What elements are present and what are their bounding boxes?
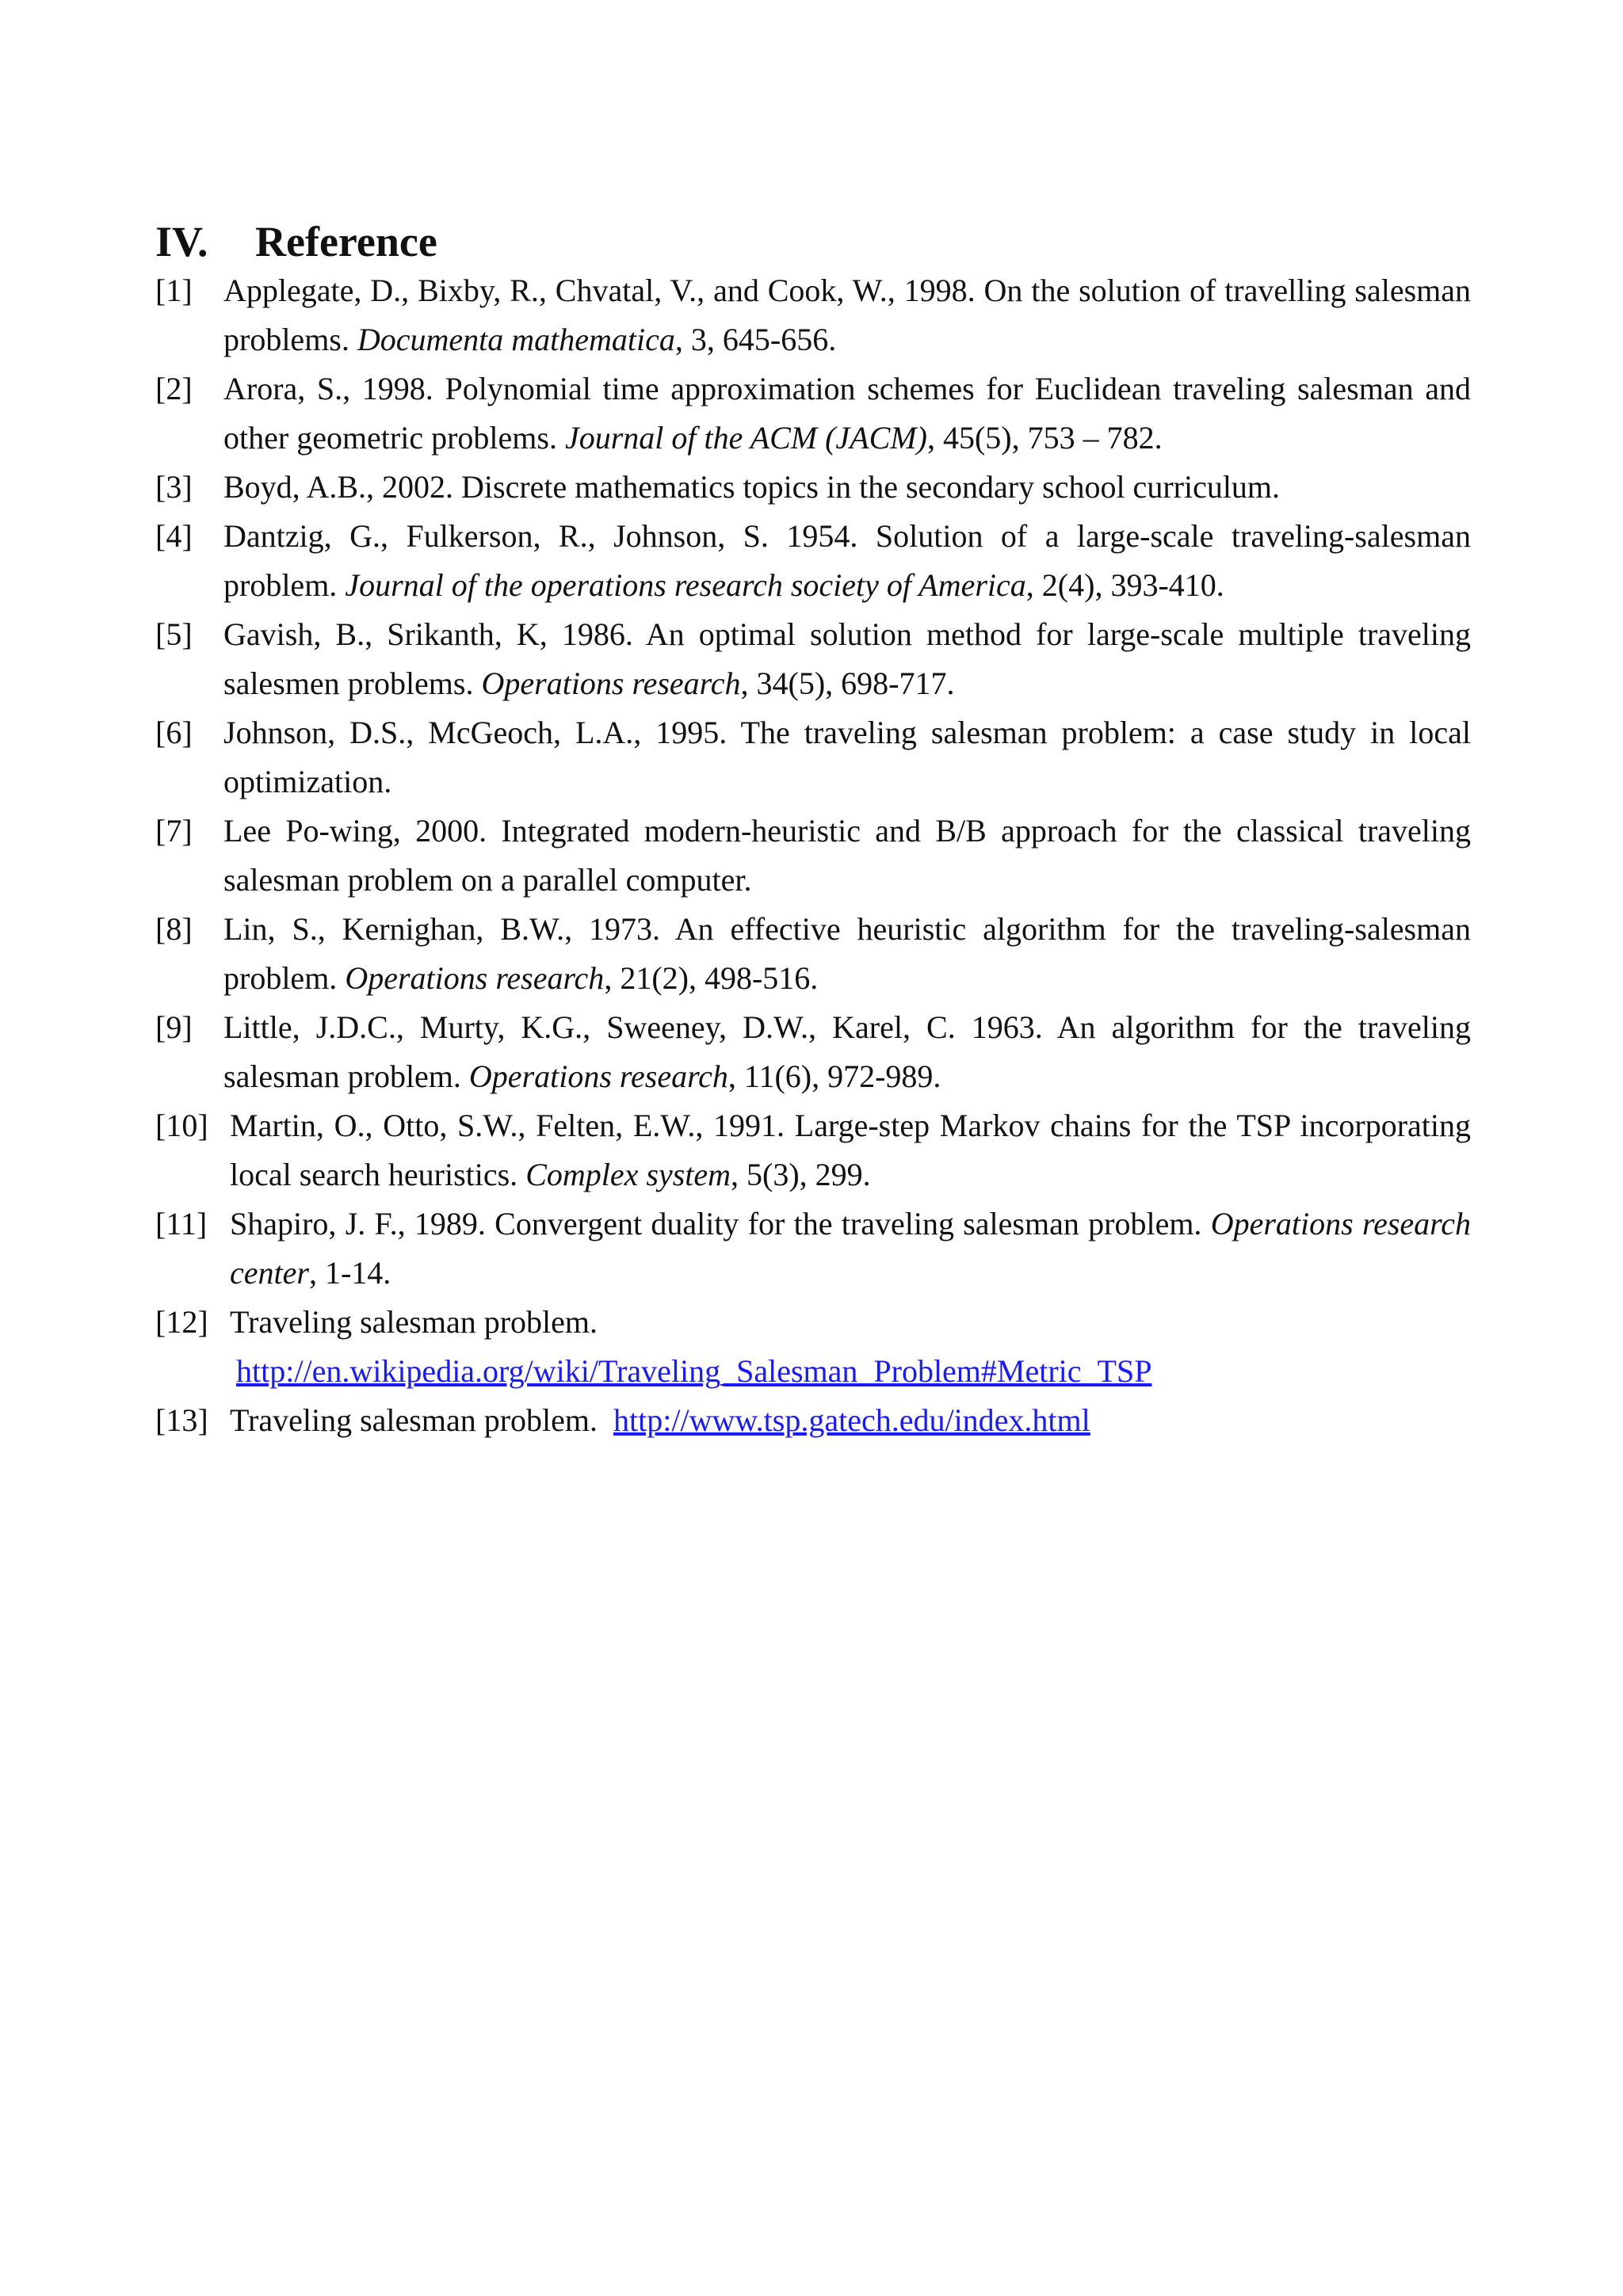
reference-label: [4] <box>155 518 193 554</box>
reference-list <box>155 266 1471 1445</box>
reference-item <box>155 1396 1471 1445</box>
section-number: IV. <box>155 218 208 265</box>
reference-text: Traveling salesman problem. <box>230 1304 598 1340</box>
section-heading <box>155 214 437 269</box>
section-title: Reference <box>255 218 437 265</box>
reference-journal: Documenta mathematica <box>357 322 675 357</box>
reference-text: Little, J.D.C., Murty, K.G., Sweeney, D.W., Karel, C. 1963. An algorithm for the traveling salesman problem. <box>223 1009 1471 1094</box>
reference-journal: Journal of the operations research society of America <box>345 567 1026 603</box>
reference-link[interactable]: http://www.tsp.gatech.edu/index.html <box>613 1402 1090 1438</box>
reference-text: Dantzig, G., Fulkerson, R., Johnson, S. 1954. Solution of a large-scale traveling-salesman problem. <box>223 518 1471 603</box>
reference-label: [10] <box>155 1108 208 1143</box>
reference-label: [12] <box>155 1304 208 1340</box>
reference-label: [2] <box>155 371 193 406</box>
reference-link[interactable]: http://en.wikipedia.org/wiki/Traveling_Salesman_Problem#Metric_TSP <box>236 1353 1152 1389</box>
reference-label: [3] <box>155 469 193 505</box>
reference-label: [8] <box>155 911 193 947</box>
reference-item <box>155 807 1471 905</box>
reference-journal: Operations research center <box>230 1206 1471 1291</box>
reference-label: [6] <box>155 715 193 750</box>
reference-item <box>155 364 1471 463</box>
reference-item <box>155 1298 1471 1396</box>
reference-item <box>155 266 1471 364</box>
reference-item <box>155 463 1471 512</box>
reference-journal: Operations research <box>468 1058 728 1094</box>
reference-text: Lin, S., Kernighan, B.W., 1973. An effective heuristic algorithm for the traveling-salesman problem. <box>223 911 1471 996</box>
reference-text: Johnson, D.S., McGeoch, L.A., 1995. The traveling salesman problem: a case study in local optimization. <box>223 715 1471 799</box>
reference-text: Traveling salesman problem. <box>230 1402 598 1438</box>
reference-item <box>155 610 1471 708</box>
reference-label: [5] <box>155 616 193 652</box>
reference-item <box>155 708 1471 807</box>
reference-details: , 11(6), 972-989. <box>727 1058 941 1094</box>
reference-label: [9] <box>155 1009 193 1045</box>
reference-item <box>155 1199 1471 1298</box>
reference-item <box>155 905 1471 1003</box>
reference-text: Applegate, D., Bixby, R., Chvatal, V., and Cook, W., 1998. On the solution of travelling salesman problems. <box>223 273 1471 357</box>
reference-details: , 34(5), 698-717. <box>740 666 955 701</box>
reference-journal: Complex system <box>525 1157 731 1192</box>
reference-item <box>155 1003 1471 1101</box>
reference-journal: Operations research <box>345 960 605 996</box>
reference-details: , 2(4), 393-410. <box>1025 567 1224 603</box>
reference-text: Arora, S., 1998. Polynomial time approximation schemes for Euclidean traveling salesman and other geometric problems. <box>223 371 1471 456</box>
reference-text: Martin, O., Otto, S.W., Felten, E.W., 1991. Large-step Markov chains for the TSP incorporating local search heuristics. <box>230 1108 1471 1192</box>
reference-item <box>155 1101 1471 1199</box>
reference-text: Shapiro, J. F., 1989. Convergent duality for the traveling salesman problem. <box>230 1206 1211 1241</box>
reference-details: , 5(3), 299. <box>731 1157 871 1192</box>
reference-text: Gavish, B., Srikanth, K, 1986. An optimal solution method for large-scale multiple traveling salesmen problems. <box>223 616 1471 701</box>
reference-details: , 45(5), 753 – 782. <box>926 420 1163 456</box>
reference-text: Boyd, A.B., 2002. Discrete mathematics topics in the secondary school curriculum. <box>223 469 1281 505</box>
reference-details: , 3, 645-656. <box>674 322 837 357</box>
reference-label: [11] <box>155 1206 208 1241</box>
reference-text: Lee Po-wing, 2000. Integrated modern-heuristic and B/B approach for the classical traveling salesman problem on a parallel computer. <box>223 813 1471 898</box>
reference-journal: Operations research <box>481 666 741 701</box>
reference-item <box>155 512 1471 610</box>
reference-label: [1] <box>155 273 193 308</box>
reference-details: , 1-14. <box>308 1255 391 1291</box>
reference-label: [13] <box>155 1402 208 1438</box>
reference-journal: Journal of the ACM (JACM) <box>564 420 927 456</box>
reference-details: , 21(2), 498-516. <box>604 960 819 996</box>
reference-label: [7] <box>155 813 193 849</box>
